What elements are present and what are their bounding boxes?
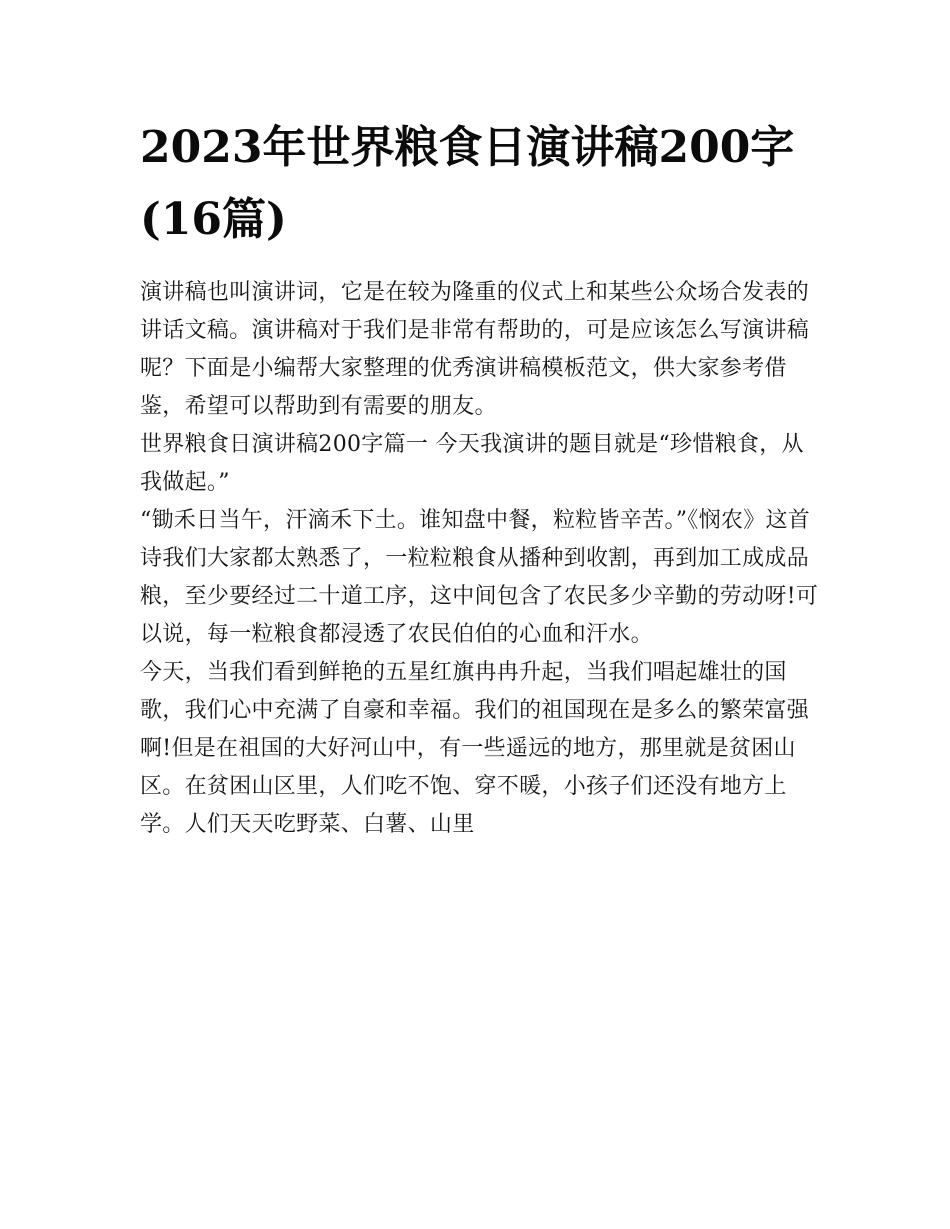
paragraph-country: 今天，当我们看到鲜艳的五星红旗冉冉升起，当我们唱起雄壮的国歌，我们心中充满了自豪和幸福。我们的祖国现在是多么的繁荣富强啊!但是在祖国的大好河山中，有一些遥远的地方，那里就是贫困山区。在贫困山区里，人们吃不饱、穿不暖，小孩子们还没有地方上学。人们天天吃野菜、白薯、山里 <box>140 660 810 837</box>
paragraph-intro: 演讲稿也叫演讲词，它是在较为隆重的仪式上和某些公众场合发表的讲话文稿。演讲稿对于我们是非常有帮助的，可是应该怎么写演讲稿呢？下面是小编帮大家整理的优秀演讲稿模板范文，供大家参考借鉴，希望可以帮助到有需要的朋友。 <box>140 280 810 419</box>
document-body <box>140 112 820 844</box>
document-title: 2023年世界粮食日演讲稿200字(16篇) <box>140 122 795 245</box>
paragraph-speech-heading: 世界粮食日演讲稿200字篇一 今天我演讲的题目就是“珍惜粮食，从我做起。” <box>140 432 804 495</box>
paragraph-poem: “锄禾日当午，汗滴禾下土。谁知盘中餐，粒粒皆辛苦。”《悯农》这首诗我们大家都太熟悉了，一粒粒粮食从播种到收割，再到加工成成品粮，至少要经过二十道工序，这中间包含了农民多少辛勤的劳动呀!可以说，每一粒粮食都浸透了农民伯伯的心血和汗水。 <box>140 508 819 647</box>
